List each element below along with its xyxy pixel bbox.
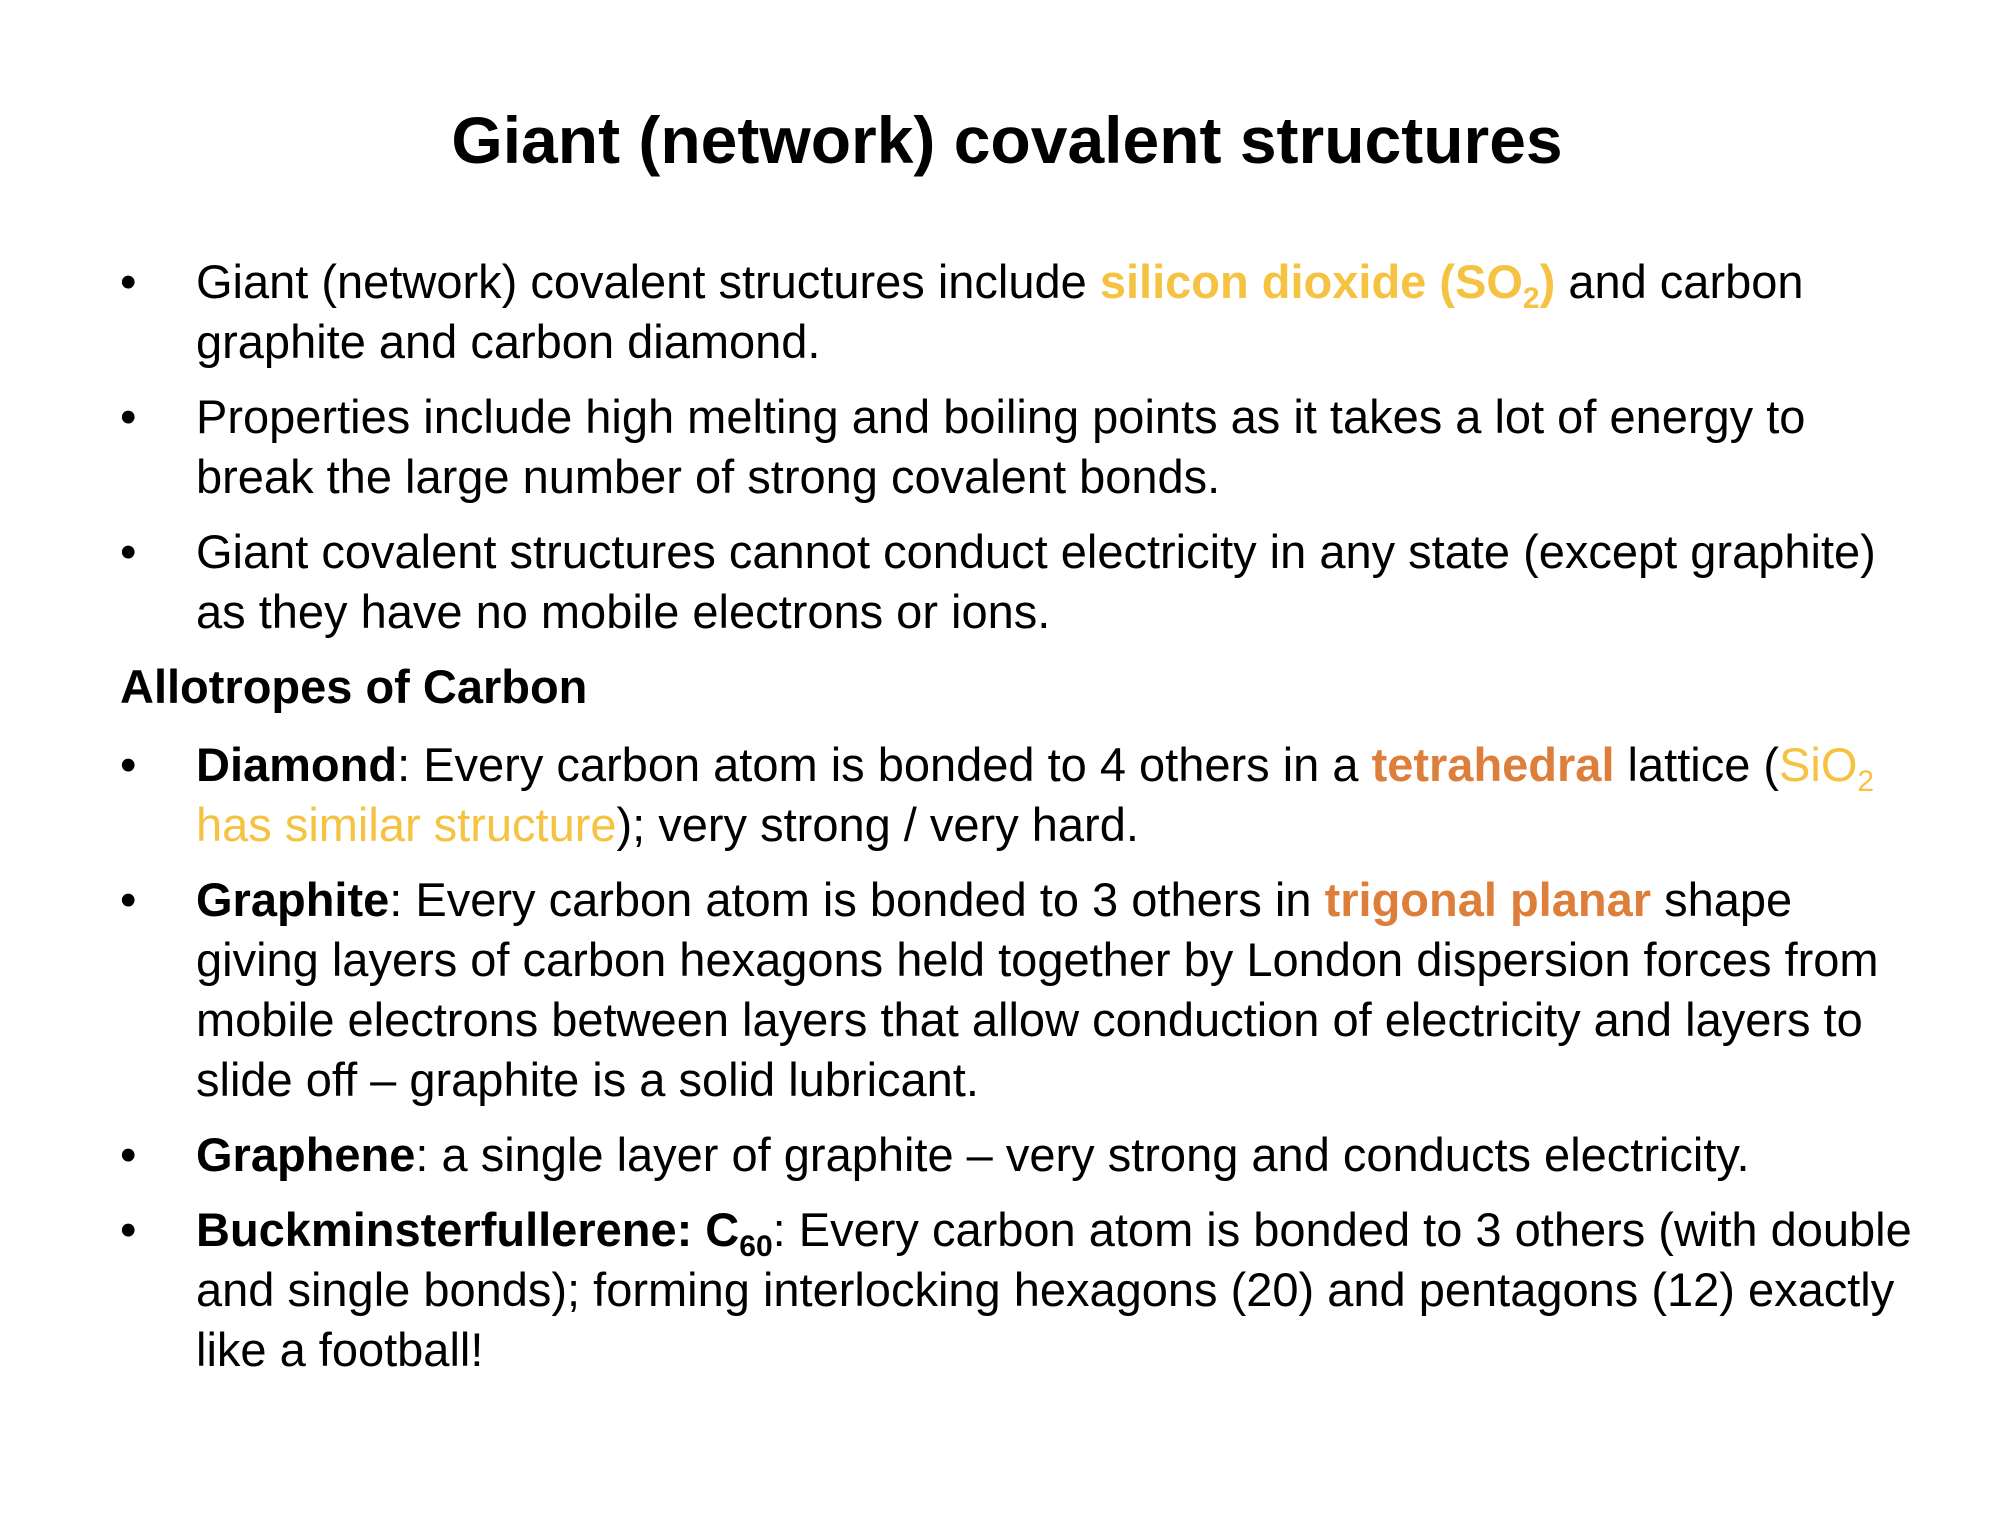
bullet-buckminsterfullerene: • Buckminsterfullerene: $C_{60}$: Every carbon atom is bonded to 3 others (with double and single bonds); forming interlocking hexagons (20) and pentagons (12) exactly like a football! bbox=[120, 1200, 1920, 1380]
bullet-dot: • bbox=[120, 738, 137, 791]
highlight-tetrahedral: tetrahedral bbox=[1371, 738, 1615, 791]
bullet-dot: • bbox=[120, 525, 137, 578]
bullet-dot: • bbox=[120, 390, 137, 443]
slide-title: Giant (network) covalent structures bbox=[451, 103, 1563, 177]
term-buckminsterfullerene: Buckminsterfullerene: $C_{60}$ bbox=[196, 1203, 773, 1263]
term-diamond: Diamond bbox=[196, 738, 398, 791]
highlight-sio2-note: SiO$_2$ has similar structure bbox=[196, 738, 1875, 851]
bullet-dot: • bbox=[120, 255, 137, 308]
bullet-conductivity bbox=[120, 522, 1920, 642]
bullet-dot: • bbox=[120, 873, 137, 926]
slide-body bbox=[120, 252, 1920, 1395]
bullet-text: Properties include high melting and boiling points as it takes a lot of energy to break the large number of strong covalent bonds. bbox=[196, 390, 1806, 503]
bullet-text: and carbon graphite and carbon diamond. bbox=[196, 255, 1804, 368]
bullet-giant-covalent-examples bbox=[120, 252, 1920, 372]
allotropes-heading: Allotropes of Carbon bbox=[120, 660, 588, 713]
bullet-text: Giant (network) covalent structures include bbox=[196, 255, 1100, 308]
highlight-silicon-dioxide: silicon dioxide $(SO_2)$ bbox=[1099, 255, 1556, 315]
highlight-trigonal-planar: trigonal planar bbox=[1324, 873, 1652, 926]
bullet-text: Giant covalent structures cannot conduct electricity in any state (except graphite) as they have no mobile electrons or ions. bbox=[196, 525, 1876, 638]
term-graphite: Graphite bbox=[196, 873, 390, 926]
bullet-text: Every carbon atom is bonded to 3 others (with double and single bonds); forming interlocking hexagons (20) and pentagons (12) exactly like a football! bbox=[196, 1203, 1912, 1376]
term-graphene: Graphene bbox=[196, 1128, 416, 1181]
bullet-text: Every carbon atom is bonded to 3 others in bbox=[415, 873, 1325, 926]
bullet-graphene: • Graphene: a single layer of graphite – very strong and conducts electricity. bbox=[120, 1125, 1920, 1185]
bullet-diamond: • Diamond: Every carbon atom is bonded to 4 others in a tetrahedral lattice (SiO$_2$ has similar structure); very strong / very hard. bbox=[120, 735, 1920, 855]
bullet-properties bbox=[120, 387, 1920, 507]
bullet-graphite: • Graphite: Every carbon atom is bonded to 3 others in trigonal planar shape giving layers of carbon hexagons held together by London dispersion forces from mobile electrons between layers that allow conduction of electricity and layers to slide off – graphite is a solid lubricant. bbox=[120, 870, 1920, 1110]
bullet-dot: • bbox=[120, 1203, 137, 1256]
bullet-dot: • bbox=[120, 1128, 137, 1181]
bullet-text: a single layer of graphite – very strong and conducts electricity. bbox=[441, 1128, 1750, 1181]
bullet-text: Every carbon atom is bonded to 4 others in a bbox=[423, 738, 1372, 791]
